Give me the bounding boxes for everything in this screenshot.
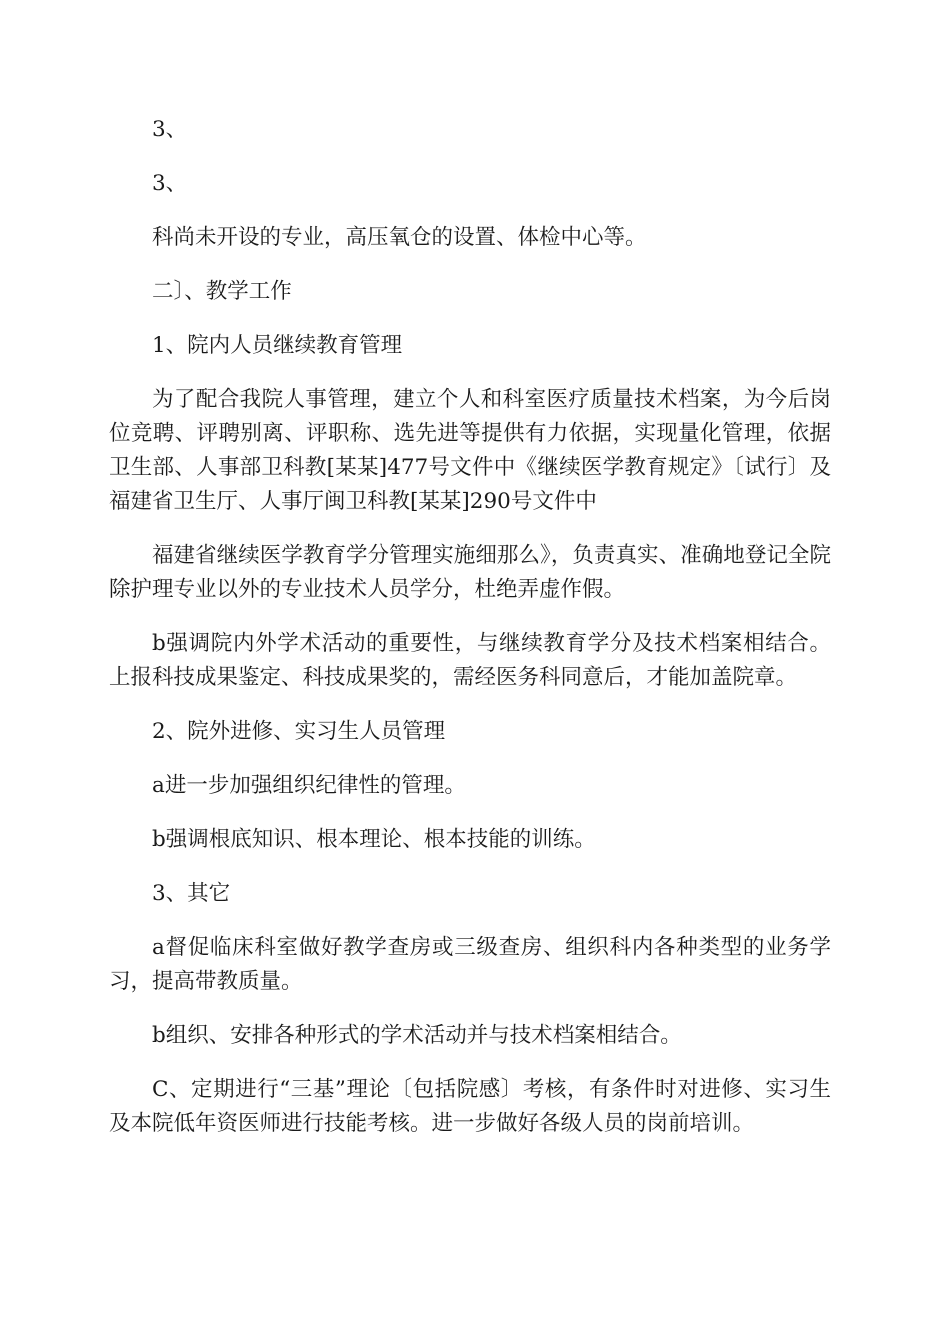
section-heading-teaching: 二〕、教学工作 (152, 279, 292, 304)
item-b-basic-training: b强调根底知识、根本理论、根本技能的训练。 (152, 827, 596, 852)
subheading-other: 3、其它 (152, 881, 231, 906)
item-a-discipline: a进一步加强组织纪律性的管理。 (152, 773, 466, 798)
item-b-academic-forms: b组织、安排各种形式的学术活动并与技术档案相结合。 (152, 1023, 682, 1048)
paragraph-credit-registration: 福建省继续医学教育学分管理实施细那么》，负责真实、准确地登记全院除护理专业以外的专业技术人员学分，杜绝弄虚作假。 (109, 543, 831, 602)
item-c-assessment: C、定期进行“三基”理论〔包括院感〕考核，有条件时对进修、实习生及本院低年资医师进行技能考核。进一步做好各级人员的岗前培训。 (109, 1077, 831, 1136)
subheading-external-trainees: 2、院外进修、实习生人员管理 (152, 719, 446, 744)
paragraph-3: 科尚未开设的专业，高压氧仓的设置、体检中心等。 (152, 225, 647, 250)
subheading-continuing-education: 1、院内人员继续教育管理 (152, 333, 403, 358)
item-a-teaching-rounds: a督促临床科室做好教学查房或三级查房、组织科内各种类型的业务学习，提高带教质量。 (109, 935, 831, 994)
paragraph-1: 3、 (152, 117, 188, 142)
paragraph-personnel-management: 为了配合我院人事管理，建立个人和科室医疗质量技术档案，为今后岗位竞聘、评聘别离、评职称、选先进等提供有力依据，实现量化管理，依据卫生部、人事部卫科教[某某]477号文件中《继续医学教育规定》〔试行〕及福建省卫生厅、人事厅闽卫科教[某某]290号文件中 (109, 387, 831, 514)
paragraph-2: 3、 (152, 171, 188, 196)
item-b-academic-activities: b强调院内外学术活动的重要性，与继续教育学分及技术档案相结合。上报科技成果鉴定、科技成果奖的，需经医务科同意后，才能加盖院章。 (109, 631, 831, 690)
document-body (109, 113, 831, 1161)
